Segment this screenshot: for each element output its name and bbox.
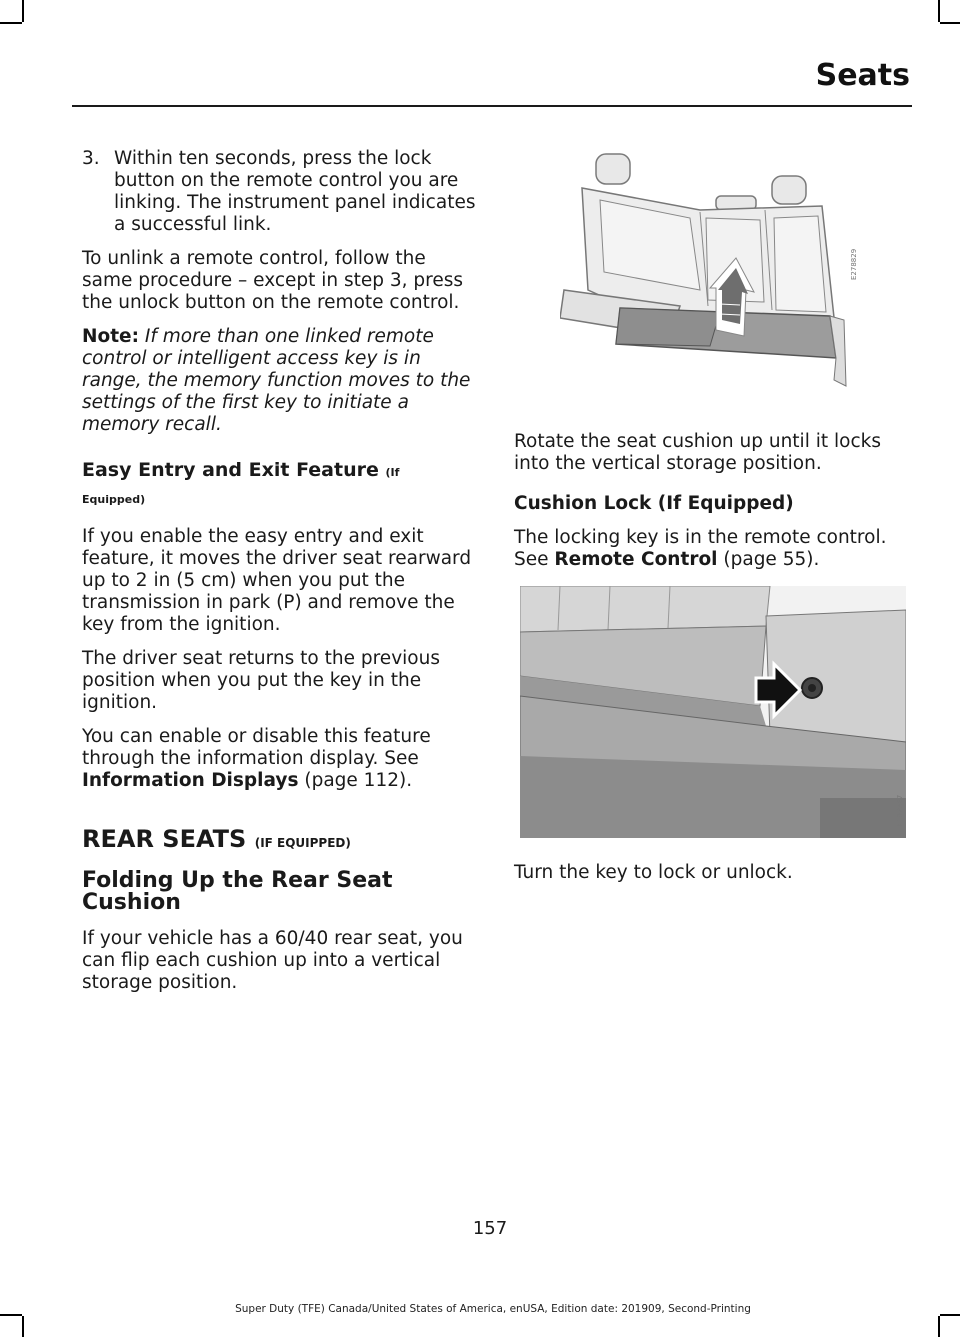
note <box>82 326 478 436</box>
cushion-lock-illustration <box>520 586 906 838</box>
title-divider <box>72 105 912 107</box>
left-column <box>82 148 478 1006</box>
step-text: Within ten seconds, press the lock button on the remote control you are linking. The instrument panel indicates a successful link. <box>114 148 476 235</box>
crop-mark <box>940 22 960 24</box>
page-footer: Super Duty (TFE) Canada/United States of America, enUSA, Edition date: 201909, Second-Printing <box>235 1303 751 1315</box>
easy-entry-heading <box>82 458 478 512</box>
folding-heading: Folding Up the Rear Seat Cushion <box>82 868 393 915</box>
easy-entry-p3-text: You can enable or disable this feature through the information display. See <box>82 726 431 769</box>
page-title: Seats <box>815 58 910 93</box>
rotate-paragraph: Rotate the seat cushion up until it locks into the vertical storage position. <box>514 431 881 474</box>
rear-seats-heading <box>82 825 478 854</box>
crop-mark <box>938 1316 940 1337</box>
lock-page: (page 55). <box>723 549 820 570</box>
crop-mark <box>938 0 940 22</box>
right-column <box>514 431 914 583</box>
crop-mark <box>22 0 24 22</box>
easy-entry-qualifier-2: Equipped) <box>82 493 146 506</box>
rear-seat-drawing <box>560 140 860 390</box>
easy-entry-heading-text: Easy Entry and Exit Feature <box>82 459 379 481</box>
rear-seats-heading-text: REAR SEATS <box>82 825 247 853</box>
easy-entry-p1: If you enable the easy entry and exit feature, it moves the driver seat rearward up to 2 in (5 cm) when you put the transmission in park (P) and remove the key from the ignition. <box>82 526 472 635</box>
crop-mark <box>22 1316 24 1337</box>
step-3 <box>82 148 478 236</box>
unlink-paragraph: To unlink a remote control, follow the same procedure – except in step 3, press the unlock button on the remote control. <box>82 248 464 313</box>
turn-key-paragraph: Turn the key to lock or unlock. <box>514 862 793 883</box>
cushion-lock-heading: Cushion Lock (If Equipped) <box>514 493 794 514</box>
easy-entry-qualifier: (If <box>385 466 400 479</box>
note-label: Note: <box>82 326 139 347</box>
figure-code: E278829 <box>850 248 858 280</box>
easy-entry-p3 <box>82 726 478 792</box>
easy-entry-p3-page: (page 112). <box>304 770 413 791</box>
rear-seat-illustration <box>560 140 860 390</box>
crop-mark <box>0 22 22 24</box>
easy-entry-p2: The driver seat returns to the previous position when you put the key in the ignition. <box>82 648 440 713</box>
page-number: 157 <box>472 1218 508 1239</box>
lock-paragraph <box>514 527 914 571</box>
cushion-lock-drawing <box>520 586 906 838</box>
figure-code: E192367 <box>896 794 904 826</box>
note-text: If more than one linked remote control or intelligent access key is in range, the memory function moves to the settings of the first key to initiate a memory recall. <box>82 326 471 435</box>
folding-paragraph: If your vehicle has a 60/40 rear seat, you can flip each cushion up into a vertical storage position. <box>82 928 463 993</box>
lock-text: The locking key is in the remote control. See <box>514 527 887 570</box>
information-displays-link[interactable]: Information Displays <box>82 770 299 791</box>
step-number: 3. <box>82 148 100 169</box>
remote-control-link[interactable]: Remote Control <box>554 549 718 570</box>
rear-seats-qualifier: (IF EQUIPPED) <box>254 836 351 850</box>
